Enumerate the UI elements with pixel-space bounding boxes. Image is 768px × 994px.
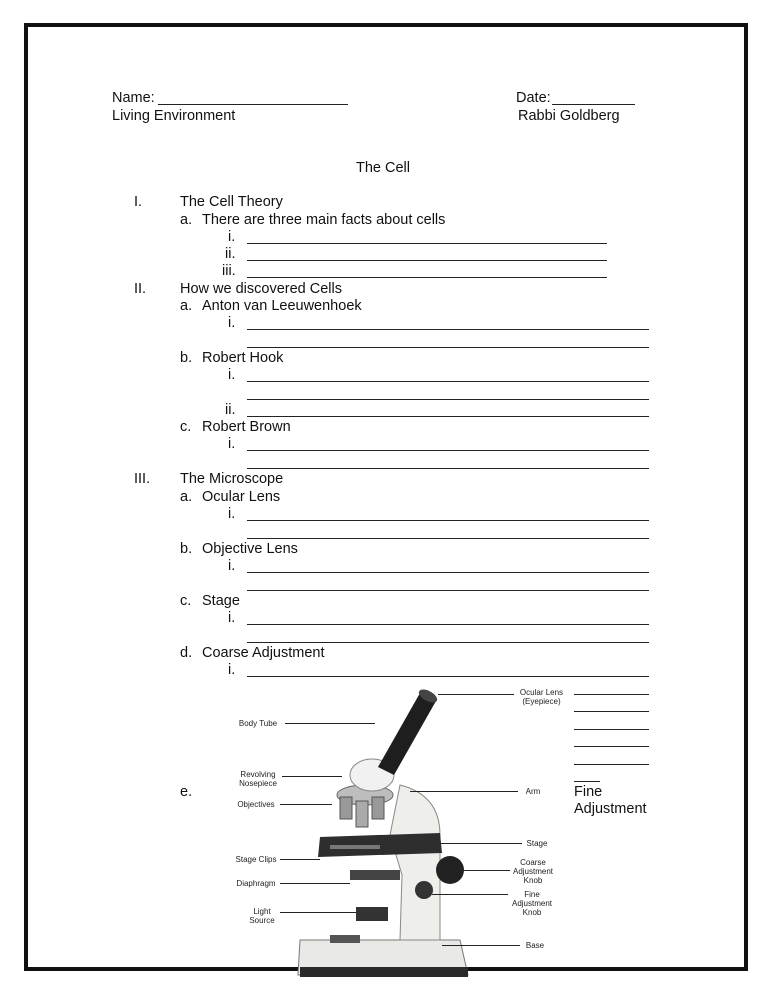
item-letter: b. [180, 350, 193, 366]
item-letter: a. [180, 212, 193, 228]
base-label: Base [525, 941, 545, 950]
name-label: Name: [112, 90, 155, 106]
answer-line[interactable] [247, 329, 649, 330]
leader-line [285, 723, 375, 724]
teacher-name: Rabbi Goldberg [518, 108, 620, 124]
answer-line[interactable] [247, 520, 649, 521]
body-tube-label: Body Tube [238, 719, 278, 728]
item-text: Ocular Lens [202, 489, 281, 505]
nosepiece-label: Revolving Nosepiece [239, 770, 277, 788]
page-title: The Cell [356, 160, 410, 176]
roman-numeral: i. [228, 436, 236, 452]
section-number: I. [134, 194, 143, 210]
date-label: Date: [516, 90, 551, 106]
base-plate [330, 935, 360, 943]
leader-line [282, 776, 342, 777]
answer-line[interactable] [247, 416, 649, 417]
item-letter: a. [180, 489, 193, 505]
name-field[interactable] [158, 104, 348, 105]
answer-line[interactable] [574, 764, 649, 765]
item-text: Objective Lens [202, 541, 298, 557]
item-text: Coarse Adjustment [202, 645, 325, 661]
arm-label: Arm [525, 787, 541, 796]
roman-numeral: i. [228, 610, 236, 626]
section-number: II. [134, 281, 147, 297]
item-text: Anton van Leeuwenhoek [202, 298, 362, 314]
date-field[interactable] [552, 104, 635, 105]
answer-line[interactable] [574, 694, 649, 695]
answer-line[interactable] [247, 243, 607, 244]
item-letter: c. [180, 419, 192, 435]
answer-line[interactable] [574, 746, 649, 747]
ocular-lens-label: Ocular Lens (Eyepiece) [519, 688, 564, 706]
answer-line[interactable] [247, 277, 607, 278]
microscope-diagram [290, 685, 490, 985]
item-letter: c. [180, 593, 192, 609]
item-letter: b. [180, 541, 193, 557]
objective-shape [372, 797, 384, 819]
roman-numeral: i. [228, 506, 236, 522]
stage-label: Stage [526, 839, 548, 848]
item-text: Fine Adjustment [574, 784, 647, 817]
answer-line[interactable] [574, 729, 649, 730]
item-text: There are three main facts about cells [202, 212, 446, 228]
answer-line[interactable] [574, 711, 649, 712]
body-tube-shape [378, 693, 436, 775]
section-number: III. [134, 471, 151, 487]
leader-line [280, 859, 320, 860]
answer-line[interactable] [247, 642, 649, 643]
leader-line [442, 945, 520, 946]
leader-line [440, 843, 522, 844]
roman-numeral: i. [228, 229, 236, 245]
stage-clips-label: Stage Clips [235, 855, 277, 864]
diaphragm-label: Diaphragm [236, 879, 276, 888]
answer-line[interactable] [247, 381, 649, 382]
light-source-housing [356, 907, 388, 921]
fine-adjustment-label: Fine Adjustment Knob [511, 890, 553, 917]
answer-line[interactable] [247, 676, 649, 677]
leader-line [438, 694, 514, 695]
objective-shape [356, 801, 368, 827]
answer-line[interactable] [247, 347, 649, 348]
roman-numeral: iii. [222, 263, 236, 279]
coarse-adjustment-label: Coarse Adjustment Knob [512, 858, 554, 885]
leader-line [280, 883, 350, 884]
leader-line [462, 870, 510, 871]
section-title: The Cell Theory [180, 194, 283, 210]
item-text: Robert Hook [202, 350, 284, 366]
leader-line [410, 791, 518, 792]
leader-line [280, 804, 332, 805]
answer-line[interactable] [247, 450, 649, 451]
arm-shape [390, 785, 440, 940]
fine-knob-shape [415, 881, 433, 899]
answer-line[interactable] [247, 624, 649, 625]
answer-line[interactable] [247, 399, 649, 400]
base-foot [300, 967, 468, 977]
answer-line[interactable] [247, 538, 649, 539]
roman-numeral: ii. [225, 246, 236, 262]
roman-numeral: i. [228, 367, 236, 383]
item-text: Stage [202, 593, 240, 609]
leader-line [432, 894, 508, 895]
answer-line[interactable] [247, 590, 649, 591]
objective-shape [340, 797, 352, 819]
roman-numeral: i. [228, 662, 236, 678]
answer-line[interactable] [247, 468, 649, 469]
leader-line [280, 912, 356, 913]
roman-numeral: i. [228, 558, 236, 574]
section-title: The Microscope [180, 471, 284, 487]
objectives-label: Objectives [237, 800, 275, 809]
answer-line[interactable] [574, 781, 600, 782]
roman-numeral: ii. [225, 402, 236, 418]
roman-numeral: i. [228, 315, 236, 331]
coarse-knob-shape [436, 856, 464, 884]
item-letter: e. [180, 784, 193, 800]
item-text: Robert Brown [202, 419, 291, 435]
stage-clip-shape [330, 845, 380, 849]
diaphragm-shape [350, 870, 400, 880]
answer-line[interactable] [247, 572, 649, 573]
answer-line[interactable] [247, 260, 607, 261]
item-letter: d. [180, 645, 193, 661]
course-name: Living Environment [112, 108, 236, 124]
section-title: How we discovered Cells [180, 281, 342, 297]
item-letter: a. [180, 298, 193, 314]
light-source-label: Light Source [249, 907, 275, 925]
